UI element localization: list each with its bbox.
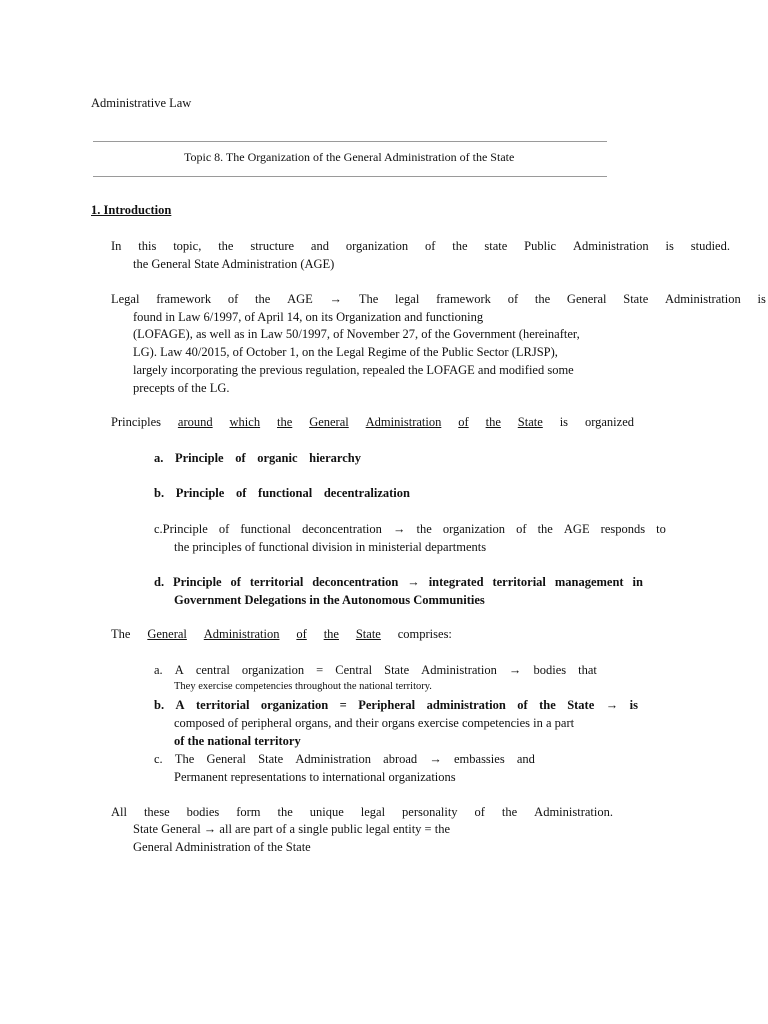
principles-intro: Principles around which the General Administration of the State is organized: [111, 415, 634, 429]
legal-framework-line6: precepts of the LG.: [133, 381, 230, 395]
principle-d-line1: d. Principle of territorial deconcentration → integrated territorial management in: [154, 575, 643, 589]
topic-title: Topic 8. The Organization of the General Administration of the State: [184, 150, 515, 164]
legal-framework-line4: LG). Law 40/2015, of October 1, on the Legal Regime of the Public Sector (LRJSP),: [133, 345, 558, 359]
legal-framework-line1: Legal framework of the AGE → The legal framework of the General State Administration is: [111, 292, 766, 306]
all-bodies-line2: State General → all are part of a single public legal entity = the: [133, 822, 451, 836]
divider-bottom: [93, 176, 607, 177]
principle-a: a. Principle of organic hierarchy: [154, 451, 361, 465]
item-b-line2: composed of peripheral organs, and their organs exercise competencies in a part: [174, 716, 575, 730]
item-b-line1: b. A territorial organization = Peripheral administration of the State → is: [154, 698, 638, 712]
item-a-line2: They exercise competencies throughout the national territory.: [174, 681, 432, 692]
legal-framework-line5: largely incorporating the previous regulation, repealed the LOFAGE and modified some: [133, 363, 574, 377]
all-bodies-line3: General Administration of the State: [133, 840, 311, 854]
intro-paragraph-line1: In this topic, the structure and organization of the state Public Administration is studied.: [111, 239, 730, 253]
item-c-line2: Permanent representations to international organizations: [174, 770, 456, 784]
divider-top: [93, 141, 607, 142]
legal-framework-line2: found in Law 6/1997, of April 14, on its Organization and functioning: [133, 310, 484, 324]
legal-framework-line3: (LOFAGE), as well as in Law 50/1997, of November 27, of the Government (hereinafter,: [133, 327, 580, 341]
item-b-line3: of the national territory: [174, 734, 301, 748]
principle-d-line2: Government Delegations in the Autonomous Communities: [174, 593, 485, 607]
comprises-line: The General Administration of the State comprises:: [111, 627, 452, 641]
principle-c-line1: c.Principle of functional deconcentration → the organization of the AGE responds to: [154, 522, 666, 536]
item-c-line1: c. The General State Administration abroad → embassies and: [154, 752, 535, 766]
intro-paragraph-line2: the General State Administration (AGE): [133, 257, 335, 271]
principle-c-line2: the principles of functional division in ministerial departments: [174, 540, 487, 554]
item-a-line1: a. A central organization = Central State Administration → bodies that: [154, 663, 597, 677]
all-bodies-line1: All these bodies form the unique legal personality of the Administration.: [111, 805, 613, 819]
course-title: Administrative Law: [91, 96, 192, 110]
principle-b: b. Principle of functional decentralization: [154, 486, 410, 500]
section-heading: 1. Introduction: [91, 203, 172, 217]
